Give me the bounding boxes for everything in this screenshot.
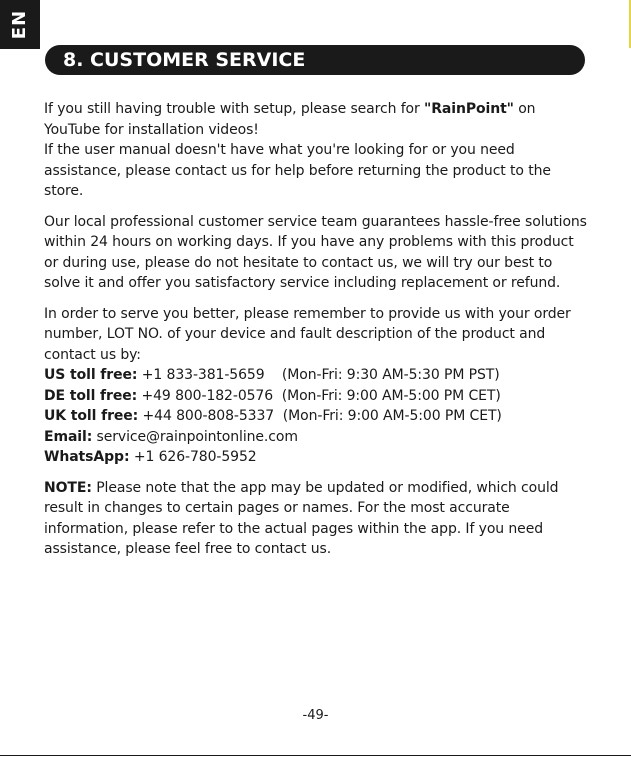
contact-list <box>44 365 592 468</box>
section-title: 8. CUSTOMER SERVICE <box>63 49 306 71</box>
contact-uk-label: UK toll free: <box>44 408 139 424</box>
contact-whatsapp-value: +1 626-780-5952 <box>129 449 257 465</box>
contact-us-label: US toll free: <box>44 367 138 383</box>
section-header <box>45 45 585 75</box>
contact-uk <box>44 406 592 427</box>
paragraph-contact-intro: In order to serve you better, please remember to provide us with your order number, LOT NO. of your device and fault description of the product and contact us by: <box>44 305 571 363</box>
contact-email-label: Email: <box>44 428 93 445</box>
contact-de-value: +49 800-182-0576 (Mon-Fri: 9:00 AM-5:00 PM CET) <box>137 387 501 404</box>
contact-de-label: DE toll free: <box>44 387 138 404</box>
contact-email-value: service@rainpointonline.com <box>92 428 298 445</box>
youtube-text-end: on YouTube for installation videos! <box>44 101 536 138</box>
page-number: -49- <box>302 708 329 723</box>
note-label: NOTE: <box>44 479 92 496</box>
paragraph-service-team: Our local professional customer service team guarantees hassle-free solutions within 24 hours on working days. If you have any problems with this product or during use, please do not hesitate to contact us, we will try our best to solve it and offer you satisfactory service including replacement or refund. <box>44 213 587 291</box>
youtube-text: If you still having trouble with setup, please search for <box>44 101 425 117</box>
contact-whatsapp <box>44 447 592 468</box>
contact-whatsapp-label: WhatsApp: <box>44 449 130 465</box>
contact-uk-value: +44 800-808-5337 (Mon-Fri: 9:00 AM-5:00 PM CET) <box>138 408 502 424</box>
contact-us-value: +1 833-381-5659 (Mon-Fri: 9:30 AM-5:30 PM PST) <box>137 367 500 383</box>
spacer <box>44 468 592 478</box>
language-tab-label: EN <box>9 9 31 40</box>
bottom-divider <box>0 755 631 756</box>
paragraph-youtube <box>44 99 592 140</box>
paragraph-contact-before-return: If the user manual doesn't have what you're looking for or you need assistance, please contact us for help before returning the product to the store. <box>44 142 551 199</box>
contact-email <box>44 427 592 448</box>
content-body <box>44 99 592 570</box>
contact-us <box>44 365 592 386</box>
language-tab <box>0 0 40 49</box>
contact-de <box>44 386 592 407</box>
note-text: Please note that the app may be updated or modified, which could result in changes to certain pages or names. For the most accurate information, please refer to the actual pages within the app. If you need assistance, please feel free to contact us. <box>44 479 559 557</box>
paragraph-note <box>44 478 592 560</box>
brand-name: "RainPoint" <box>424 101 514 117</box>
